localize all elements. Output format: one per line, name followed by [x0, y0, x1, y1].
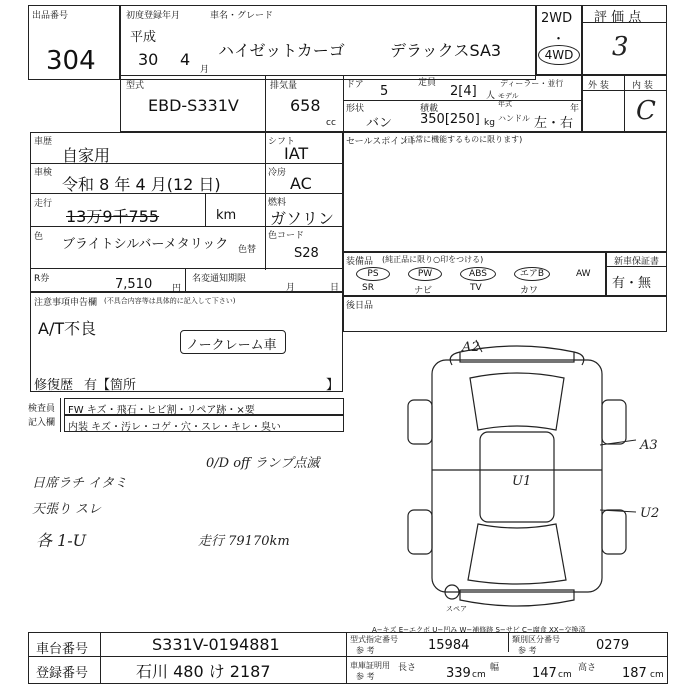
dealer-label: ディーラー・並行	[500, 79, 564, 88]
notes-small: (不具合内容等は具体的に記入して下さい)	[104, 297, 236, 305]
handwritten-note-1: 0/D off ランプ点滅	[206, 456, 320, 471]
notes-label: 注意事項申告欄	[34, 298, 98, 308]
drive-4wd-circle	[538, 45, 580, 65]
drive-dot: ・	[552, 32, 566, 47]
cc-unit: cc	[326, 118, 336, 128]
month-label: 月	[286, 283, 296, 293]
damage-mark-a2: A2	[462, 340, 480, 355]
back-item-box	[343, 296, 667, 332]
history: 自家用	[62, 146, 111, 165]
color-change-label: 色替	[238, 245, 257, 255]
sell-points-label: セールスポイント	[346, 137, 418, 147]
info-vdiv	[265, 132, 266, 270]
cert-label: 車庫証明用	[350, 661, 390, 670]
legend: A−キズ E−エクボ U−凹み W−補修跡 S−サビ C−腐食 XX−交換済	[372, 626, 586, 634]
handwritten-note-2: 日席ラチ イタミ	[32, 476, 128, 491]
score: 3	[612, 32, 629, 62]
spare-label: スペア	[446, 605, 467, 613]
height: 187	[622, 666, 647, 681]
mileage-label: 走行	[34, 199, 53, 209]
equipment-note: (純正品に限り○印をつける)	[382, 255, 484, 264]
month-unit: 月	[200, 65, 210, 75]
drive-4wd: 4WD	[544, 48, 574, 62]
repair-label: 修復歴	[34, 378, 74, 393]
capacity-label: 定員	[418, 78, 437, 88]
designated-ref: 参 考	[356, 646, 375, 655]
recycle-label: R券	[34, 274, 50, 284]
recycle-div	[185, 268, 186, 292]
km-unit: km	[216, 208, 237, 223]
inspector-row1: FW キズ・飛石・ヒビ割・リペア跡・×要	[68, 405, 255, 416]
equip-abs: ABS	[460, 267, 496, 281]
equip-leather: カワ	[520, 286, 539, 296]
year: 30	[138, 50, 159, 69]
warranty-div	[606, 266, 667, 267]
model-year-label: モデル年式	[498, 92, 519, 108]
cooler-label: 冷房	[268, 168, 287, 178]
designated-label: 型式指定番号	[350, 635, 398, 644]
handle-label: ハンドル	[498, 114, 530, 123]
damage-mark-u2: U2	[640, 506, 660, 521]
score-label: 評 価 点	[594, 10, 642, 25]
equip-aw: AW	[576, 269, 591, 279]
kg-unit: kg	[484, 118, 495, 128]
bottom-v1	[100, 632, 101, 684]
recycle: 7,510	[115, 277, 153, 292]
inspector-row2: 内装 キズ・汚レ・コゲ・穴・スレ・キレ・臭い	[68, 422, 281, 433]
shift: IAT	[284, 144, 309, 163]
repair: 有【箇所	[84, 378, 137, 393]
equip-navi: ナビ	[414, 286, 433, 296]
ext-int-div	[624, 75, 625, 132]
inspection-label: 車検	[34, 168, 53, 178]
bottom-box	[28, 632, 668, 684]
info-h4	[30, 268, 343, 269]
shift-label: シフト	[268, 137, 296, 147]
load: 350[250]	[420, 112, 480, 127]
spec-div1	[265, 75, 266, 132]
first-reg-label: 初度登録年月	[126, 11, 181, 21]
spec-mid	[343, 100, 582, 101]
fuel: ガソリン	[270, 209, 335, 228]
width-label: 幅	[490, 663, 500, 673]
no-claim: ノークレーム車	[186, 338, 277, 353]
handwritten-note-4: 各 1-U	[36, 531, 87, 550]
km-div	[205, 193, 206, 226]
lot-label: 出品番号	[32, 11, 69, 21]
repair-close: 】	[326, 378, 340, 393]
handle: 左・右	[534, 116, 574, 131]
shape-label: 形状	[346, 104, 365, 114]
length-unit: cm	[472, 670, 486, 680]
name-change-label: 名変通知期限	[192, 274, 247, 284]
chassis-label: 車台番号	[36, 642, 89, 657]
inspector-div	[60, 398, 61, 432]
warranty-label: 新車保証書	[614, 257, 660, 267]
bottom-v3	[508, 632, 509, 652]
equip-pw: PW	[408, 267, 442, 281]
month: 4	[180, 50, 191, 69]
equip-sr: SR	[362, 283, 374, 293]
plate: 石川 480 け 2187	[136, 662, 271, 681]
width-unit: cm	[558, 670, 572, 680]
day-label: 日	[330, 283, 340, 293]
capacity-unit: 人	[486, 91, 496, 101]
displacement-label: 排気量	[270, 81, 298, 91]
length-label: 長さ	[398, 663, 417, 673]
spec-div2	[343, 75, 344, 132]
width: 147	[532, 666, 557, 681]
color-label: 色	[34, 232, 44, 242]
year-unit: 年	[570, 104, 580, 114]
bottom-h	[28, 656, 668, 657]
grade: デラックスSA3	[390, 41, 502, 60]
doors: 5	[380, 84, 389, 99]
height-unit: cm	[650, 670, 664, 680]
inspection: 令和 8 年 4 月(12 日)	[62, 175, 221, 194]
warranty: 有・無	[612, 276, 652, 291]
cert-ref: 参 考	[356, 672, 375, 681]
doors-label: ドア	[346, 80, 364, 90]
length: 339	[446, 666, 471, 681]
category-label: 類別区分番号	[512, 635, 560, 644]
sales-point-box	[343, 132, 667, 252]
model: EBD-S331V	[148, 96, 239, 115]
equipment-label: 装備品	[346, 257, 374, 267]
bottom-v2	[346, 632, 347, 684]
history-label: 車歴	[34, 137, 53, 147]
interior-label: 内 装	[632, 81, 653, 91]
shape: バン	[366, 116, 393, 131]
interior-grade: C	[636, 96, 656, 126]
car-name: ハイゼットカーゴ	[218, 41, 345, 60]
mileage: 13万9千755	[66, 207, 160, 226]
equip-tv: TV	[470, 283, 482, 293]
notes: A/T不良	[38, 319, 97, 338]
sell-points-note: (正常に機能するものに限ります)	[404, 135, 523, 144]
back-seat-label: 後日品	[346, 301, 374, 311]
era: 平成	[130, 30, 157, 45]
model-label: 型式	[126, 81, 145, 91]
score-divider	[582, 22, 667, 23]
cooler: AC	[290, 174, 312, 193]
fuel-label: 燃料	[268, 198, 287, 208]
capacity: 2[4]	[450, 84, 477, 99]
color: ブライトシルバーメタリック	[62, 237, 229, 252]
plate-label: 登録番号	[36, 666, 89, 681]
chassis: S331V-0194881	[152, 635, 280, 654]
damage-mark-u1: U1	[512, 474, 532, 489]
name-grade-label: 車名・グレード	[210, 11, 274, 21]
equip-airbag: エアB	[514, 267, 550, 281]
category-ref: 参 考	[518, 646, 537, 655]
color-code-label: 色コード	[268, 231, 305, 241]
load-label: 積載	[420, 104, 439, 114]
inspector-label: 検査員記入欄	[28, 404, 56, 428]
handwritten-note-3: 天張り スレ	[32, 502, 102, 517]
equip-ps: PS	[356, 267, 390, 281]
color-code: S28	[294, 246, 319, 261]
exterior-label: 外 装	[588, 81, 609, 91]
height-label: 高さ	[578, 663, 597, 673]
drive-2wd: 2WD	[541, 11, 573, 26]
yen-unit: 円	[172, 284, 182, 294]
displacement: 658	[290, 96, 321, 115]
designated: 15984	[428, 638, 470, 653]
lot-number: 304	[46, 46, 96, 76]
category: 0279	[596, 638, 630, 653]
handwritten-note-5: 走行 79170km	[198, 534, 290, 549]
damage-mark-a3: A3	[640, 438, 658, 453]
